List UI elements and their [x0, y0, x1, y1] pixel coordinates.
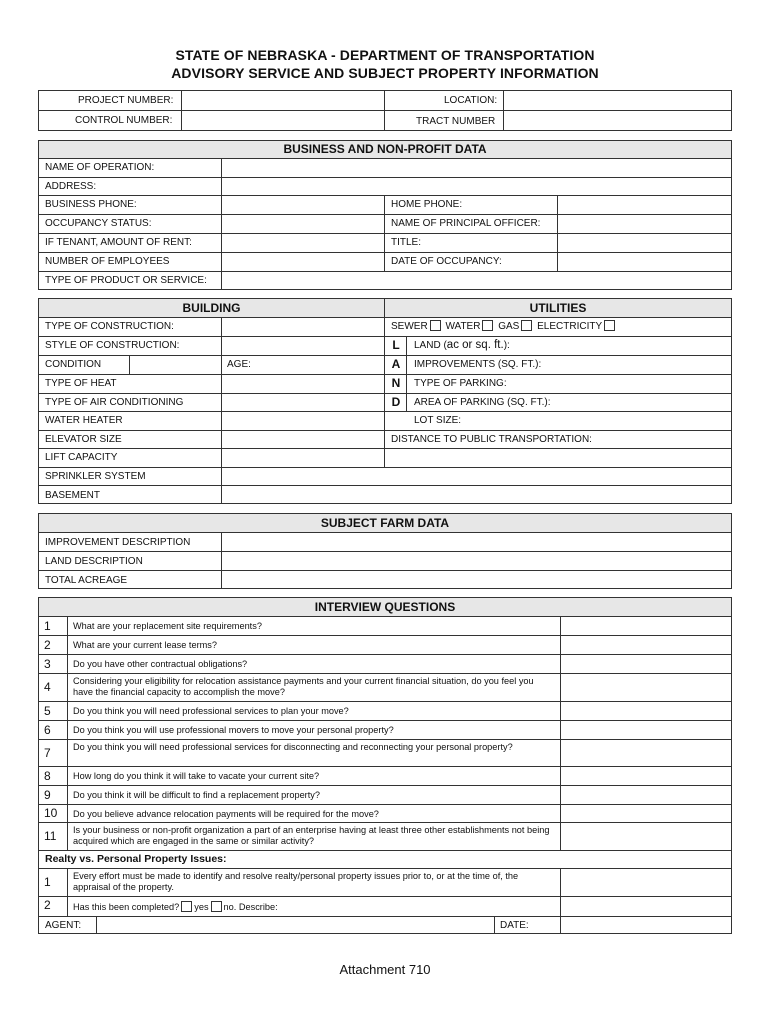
land-suffix: ): [503, 340, 510, 351]
question-answer-field[interactable] [561, 617, 731, 635]
water-label: WATER [445, 321, 481, 332]
lift-capacity-label: LIFT CAPACITY [45, 452, 118, 463]
divider [560, 916, 561, 934]
condition-field[interactable] [130, 356, 221, 374]
question-number: 4 [44, 680, 51, 694]
improvement-desc-field[interactable] [222, 533, 731, 551]
divider [384, 195, 385, 271]
realty-completed-question [73, 901, 554, 913]
address-field[interactable] [222, 178, 731, 195]
divider [67, 720, 68, 739]
divider [38, 393, 732, 394]
question-answer-field[interactable] [561, 702, 731, 720]
utilities-extra-field[interactable] [385, 449, 731, 467]
sprinkler-field[interactable] [222, 468, 731, 485]
land-units: ac or sq. ft. [446, 339, 504, 351]
question-answer-field[interactable] [561, 636, 731, 654]
land-area-label [414, 339, 510, 352]
age-label: AGE: [227, 359, 251, 370]
divider [67, 766, 68, 785]
land-prefix: LAND ( [414, 340, 447, 351]
no-checkbox[interactable] [211, 901, 222, 912]
divider [67, 739, 68, 766]
principal-officer-field[interactable] [558, 215, 731, 233]
control-number-label: CONTROL NUMBER: [75, 115, 173, 126]
style-construction-label: STYLE OF CONSTRUCTION: [45, 340, 180, 351]
basement-field[interactable] [222, 486, 731, 503]
divider [384, 90, 385, 131]
question-number: 10 [44, 806, 58, 820]
location-label: LOCATION: [444, 95, 498, 106]
realty-text: Every effort must be made to identify and resolve realty/personal property issues prior to, or at the time of, the appraisal of the property. [73, 871, 519, 892]
question-answer-field[interactable] [561, 767, 731, 785]
question-number: 2 [44, 637, 51, 652]
date-occupancy-field[interactable] [558, 253, 731, 271]
divider [67, 701, 68, 720]
address-label: ADDRESS: [45, 181, 97, 192]
total-acreage-field[interactable] [222, 571, 731, 588]
farm-section-title: SUBJECT FARM DATA [320, 516, 450, 530]
tract-number-label: TRACT NUMBER [416, 116, 496, 127]
total-acreage-label: TOTAL ACREAGE [45, 575, 128, 586]
divider [384, 299, 385, 467]
home-phone-label: HOME PHONE: [391, 199, 463, 210]
land-letter-a: A [391, 357, 401, 371]
divider [38, 317, 732, 318]
employees-field[interactable] [222, 253, 384, 271]
question-number: 3 [44, 656, 51, 671]
realty-answer-field[interactable] [561, 869, 731, 895]
business-section-title: BUSINESS AND NON-PROFIT DATA [283, 142, 487, 156]
occupancy-status-label: OCCUPANCY STATUS: [45, 218, 152, 229]
question-number: 5 [44, 703, 51, 718]
type-construction-label: TYPE OF CONSTRUCTION: [45, 321, 174, 332]
question-text: Do you think you will need professional services to plan your move? [73, 706, 349, 716]
gas-checkbox[interactable] [521, 320, 532, 331]
question-text: What are your replacement site requirements? [73, 621, 262, 631]
public-transport-label: DISTANCE TO PUBLIC TRANSPORTATION: [391, 434, 592, 445]
occupancy-status-field[interactable] [222, 215, 384, 233]
question-number: 9 [44, 787, 51, 802]
question-number: 6 [44, 722, 51, 737]
project-number-label: PROJECT NUMBER: [78, 95, 174, 106]
name-of-operation-field[interactable] [222, 159, 731, 177]
question-answer-field[interactable] [561, 674, 731, 701]
divider [38, 430, 732, 431]
divider [67, 896, 68, 916]
question-text: Do you think you will need professional services for disconnecting and reconnecting your personal property? [73, 742, 513, 752]
divider [67, 868, 68, 896]
improvements-label: IMPROVEMENTS (SQ. FT.): [414, 359, 542, 370]
divider [406, 336, 407, 412]
land-letter-l: L [392, 338, 400, 352]
divider [38, 374, 732, 375]
question-answer-field[interactable] [561, 740, 731, 766]
type-heat-field[interactable] [222, 375, 384, 393]
question-text: Do you think it will be difficult to find a replacement property? [73, 790, 320, 800]
realty-number: 1 [44, 875, 51, 889]
date-field[interactable] [562, 917, 731, 933]
question-number: 1 [44, 618, 51, 633]
divider [494, 916, 495, 934]
divider [67, 673, 68, 701]
sprinkler-label: SPRINKLER SYSTEM [45, 471, 146, 482]
form-title-line2: ADVISORY SERVICE AND SUBJECT PROPERTY INFORMATION [171, 65, 599, 81]
divider [67, 635, 68, 654]
basement-label: BASEMENT [45, 490, 101, 501]
no-label: no. Describe: [223, 902, 278, 912]
date-label: DATE: [500, 920, 529, 931]
yes-label: yes [194, 902, 209, 912]
land-desc-label: LAND DESCRIPTION [45, 556, 143, 567]
divider [38, 336, 732, 337]
style-construction-field[interactable] [222, 337, 384, 355]
realty-heading: Realty vs. Personal Property Issues: [45, 853, 227, 865]
question-number: 7 [44, 745, 51, 760]
condition-label: CONDITION [45, 359, 102, 370]
realty-completed-text: Has this been completed? [73, 902, 180, 912]
business-phone-label: BUSINESS PHONE: [45, 199, 137, 210]
elevator-size-label: ELEVATOR SIZE [45, 434, 122, 445]
question-text: Considering your eligibility for relocation assistance payments and your current financial situation, do you feel you have the financial capacity to accomplish the move? [73, 676, 534, 697]
sewer-checkbox[interactable] [430, 320, 441, 331]
area-parking-label: AREA OF PARKING (SQ. FT.): [414, 397, 551, 408]
title-label: TITLE: [391, 237, 422, 248]
water-heater-field[interactable] [222, 412, 384, 430]
tenant-rent-field[interactable] [222, 234, 384, 252]
sewer-label: SEWER [391, 321, 428, 332]
tract-number-field[interactable] [504, 111, 731, 130]
building-section-title: BUILDING [182, 301, 241, 315]
electricity-label: ELECTRICITY [537, 321, 603, 332]
interview-section-title: INTERVIEW QUESTIONS [314, 600, 456, 614]
question-answer-field[interactable] [561, 655, 731, 673]
question-answer-field[interactable] [561, 823, 731, 850]
form-title-line1: STATE OF NEBRASKA - DEPARTMENT OF TRANSPORTATION [175, 47, 595, 63]
product-service-field[interactable] [222, 272, 731, 289]
agent-field[interactable] [97, 917, 494, 933]
principal-officer-label: NAME OF PRINCIPAL OFFICER: [391, 218, 541, 229]
question-number: 11 [44, 829, 57, 843]
attachment-footer: Attachment 710 [339, 962, 431, 977]
name-of-operation-label: NAME OF OPERATION: [45, 162, 155, 173]
land-letter-d: D [391, 395, 401, 409]
divider [67, 785, 68, 804]
question-text: Do you believe advance relocation payments will be required for the move? [73, 809, 379, 819]
location-field[interactable] [504, 91, 731, 110]
question-answer-field[interactable] [561, 721, 731, 739]
question-answer-field[interactable] [561, 805, 731, 822]
divider [38, 411, 732, 412]
land-letter-n: N [391, 376, 401, 390]
question-text: How long do you think it will take to vacate your current site? [73, 771, 320, 781]
water-heater-label: WATER HEATER [45, 415, 123, 426]
lot-size-label: LOT SIZE: [414, 415, 462, 426]
project-number-field[interactable] [182, 91, 384, 110]
control-number-field[interactable] [182, 111, 384, 130]
air-conditioning-label: TYPE OF AIR CONDITIONING [45, 397, 184, 408]
divider [67, 616, 68, 635]
divider [67, 822, 68, 850]
tenant-rent-label: IF TENANT, AMOUNT OF RENT: [45, 237, 192, 248]
date-occupancy-label: DATE OF OCCUPANCY: [391, 256, 502, 267]
elevator-size-field[interactable] [222, 431, 384, 448]
question-text: Do you think you will use professional movers to move your personal property? [73, 725, 394, 735]
question-answer-field[interactable] [561, 786, 731, 804]
gas-label: GAS [498, 321, 520, 332]
type-heat-label: TYPE OF HEAT [45, 378, 117, 389]
divider [38, 850, 732, 851]
question-number: 8 [44, 768, 51, 783]
land-desc-field[interactable] [222, 552, 731, 570]
business-phone-field[interactable] [222, 196, 384, 214]
question-text: What are your current lease terms? [73, 640, 217, 650]
title-field[interactable] [558, 234, 731, 252]
home-phone-field[interactable] [558, 196, 731, 214]
yes-checkbox[interactable] [181, 901, 192, 912]
agent-label: AGENT: [45, 920, 82, 931]
question-text: Is your business or non-profit organization a part of an enterprise having at least three other establishments not being acquired which are engaged in the same or similar activity? [73, 825, 550, 846]
water-checkbox[interactable] [482, 320, 493, 331]
product-service-label: TYPE OF PRODUCT OR SERVICE: [45, 275, 207, 286]
lift-capacity-field[interactable] [222, 449, 384, 467]
air-conditioning-field[interactable] [222, 394, 384, 411]
type-construction-field[interactable] [222, 318, 384, 336]
type-parking-label: TYPE OF PARKING: [414, 378, 507, 389]
employees-label: NUMBER OF EMPLOYEES [45, 256, 170, 267]
divider [67, 654, 68, 673]
realty-describe-field[interactable] [561, 897, 731, 915]
utilities-checkboxes [391, 320, 617, 333]
electricity-checkbox[interactable] [604, 320, 615, 331]
divider [67, 804, 68, 822]
utilities-section-title: UTILITIES [529, 301, 587, 315]
realty-number: 2 [44, 898, 51, 912]
question-text: Do you have other contractual obligations? [73, 659, 248, 669]
improvement-desc-label: IMPROVEMENT DESCRIPTION [45, 537, 191, 548]
